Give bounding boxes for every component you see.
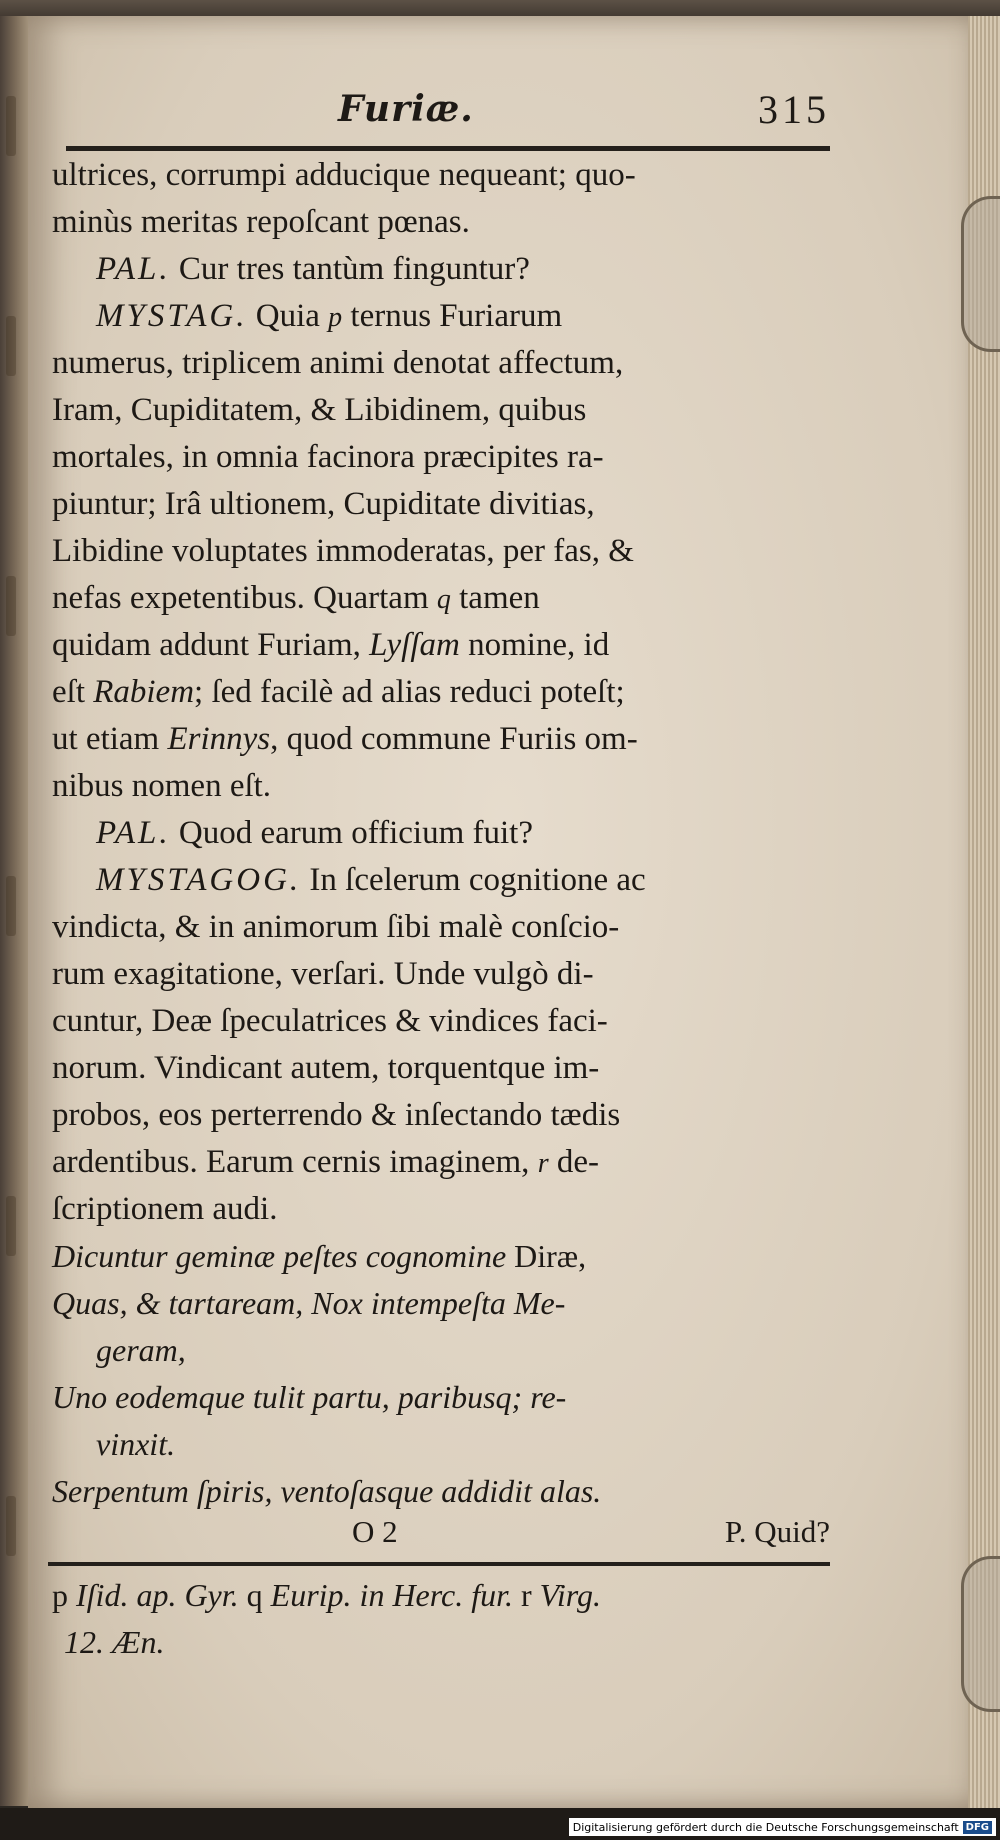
text-line: nefas expetentibus. Quartam q tamen [52,580,540,616]
text-line: ſcriptionem audi. [52,1191,278,1227]
footnote-rule [48,1562,830,1566]
footnote-marker: q [436,584,451,615]
dialogue-line: MYSTAGOG. In ſcelerum cognitione ac [96,862,646,898]
verse-continuation: geram, [96,1332,186,1368]
text-line: vindicta, & in animorum ſibi malè conſcio- [52,909,620,945]
text-line: eſt Rabiem; ſed facilè ad alias reduci poteſt; [52,674,625,710]
credit-text: Digitalisierung gefördert durch die Deutsche Forschungsgemeinschaft [572,1820,959,1834]
verse-continuation: vinxit. [96,1426,176,1462]
footnotes [52,1572,832,1666]
text-line: ut etiam Erinnys, quod commune Furiis om- [52,721,638,757]
footnote-marker: p [328,302,343,333]
speaker-label: MYSTAGOG. [96,862,302,898]
text-line: Libidine voluptates immoderatas, per fas, & [52,533,634,569]
verse-line: Uno eodemque tulit partu, paribusq; re- [52,1379,567,1415]
page-clip-top [961,196,1000,352]
page-number: 315 [758,87,830,132]
italic-name: Rabiem [93,674,195,710]
text-line: nibus nomen eſt. [52,768,272,804]
dialogue-line: PAL. Quod earum officium fuit? [96,815,533,851]
catchword: P. Quid? [724,1514,830,1549]
digitization-credit [569,1818,996,1836]
dfg-logo: DFG [963,1821,992,1834]
footnote-line: p Iſid. ap. Gyr. q Eurip. in Herc. fur. r Virg. [52,1577,601,1613]
italic-name: Lyſſam [369,627,460,663]
header-rule [66,146,830,151]
footnote-marker: r [537,1148,549,1179]
speaker-label: PAL. [96,815,171,851]
text-line: minùs meritas repoſcant pœnas. [52,204,470,240]
verse-line: Serpentum ſpiris, ventoſasque addidit alas. [52,1473,602,1509]
text-line: norum. Vindicant autem, torquentque im- [52,1050,600,1086]
text-line: quidam addunt Furiam, Lyſſam nomine, id [52,627,610,663]
text-line: piuntur; Irâ ultionem, Cupiditate divitias, [52,486,595,522]
text-line: mortales, in omnia facinora præcipites ra- [52,439,604,475]
italic-name: Erinnys [167,721,271,757]
dialogue-line: PAL. Cur tres tantùm finguntur? [96,251,530,287]
text-line: Iram, Cupiditatem, & Libidinem, quibus [52,392,587,428]
text-line: ultrices, corrumpi adducique nequeant; quo- [52,157,636,193]
page-footer [52,1510,830,1556]
text-line: ardentibus. Earum cernis imaginem, r de- [52,1144,599,1180]
text-line: probos, eos perterrendo & inſectando tædis [52,1097,621,1133]
footnote-line: 12. Æn. [64,1624,165,1660]
page-header [60,82,830,144]
speaker-label: PAL. [96,251,171,287]
signature-mark: O 2 [352,1514,398,1549]
verse-line: Quas, & tartaream, Nox intempeſta Me- [52,1285,566,1321]
running-title: Furiæ. [338,88,474,130]
text-line: numerus, triplicem animi denotat affectum, [52,345,624,381]
page-stack-edge [968,16,1000,1808]
main-text [52,152,832,1515]
text-line: cuntur, Deæ ſpeculatrices & vindices faci- [52,1003,608,1039]
scan-background-bottom [0,1808,1000,1840]
speaker-label: MYSTAG. [96,298,248,334]
page-clip-bottom [961,1556,1000,1712]
dialogue-line: MYSTAG. Quia p ternus Furiarum [96,298,563,334]
text-line: rum exagitatione, verſari. Unde vulgò di- [52,956,594,992]
previous-page-edge [0,16,30,1806]
verse-line: Dicuntur geminæ peſtes cognomine Diræ, [52,1238,587,1274]
